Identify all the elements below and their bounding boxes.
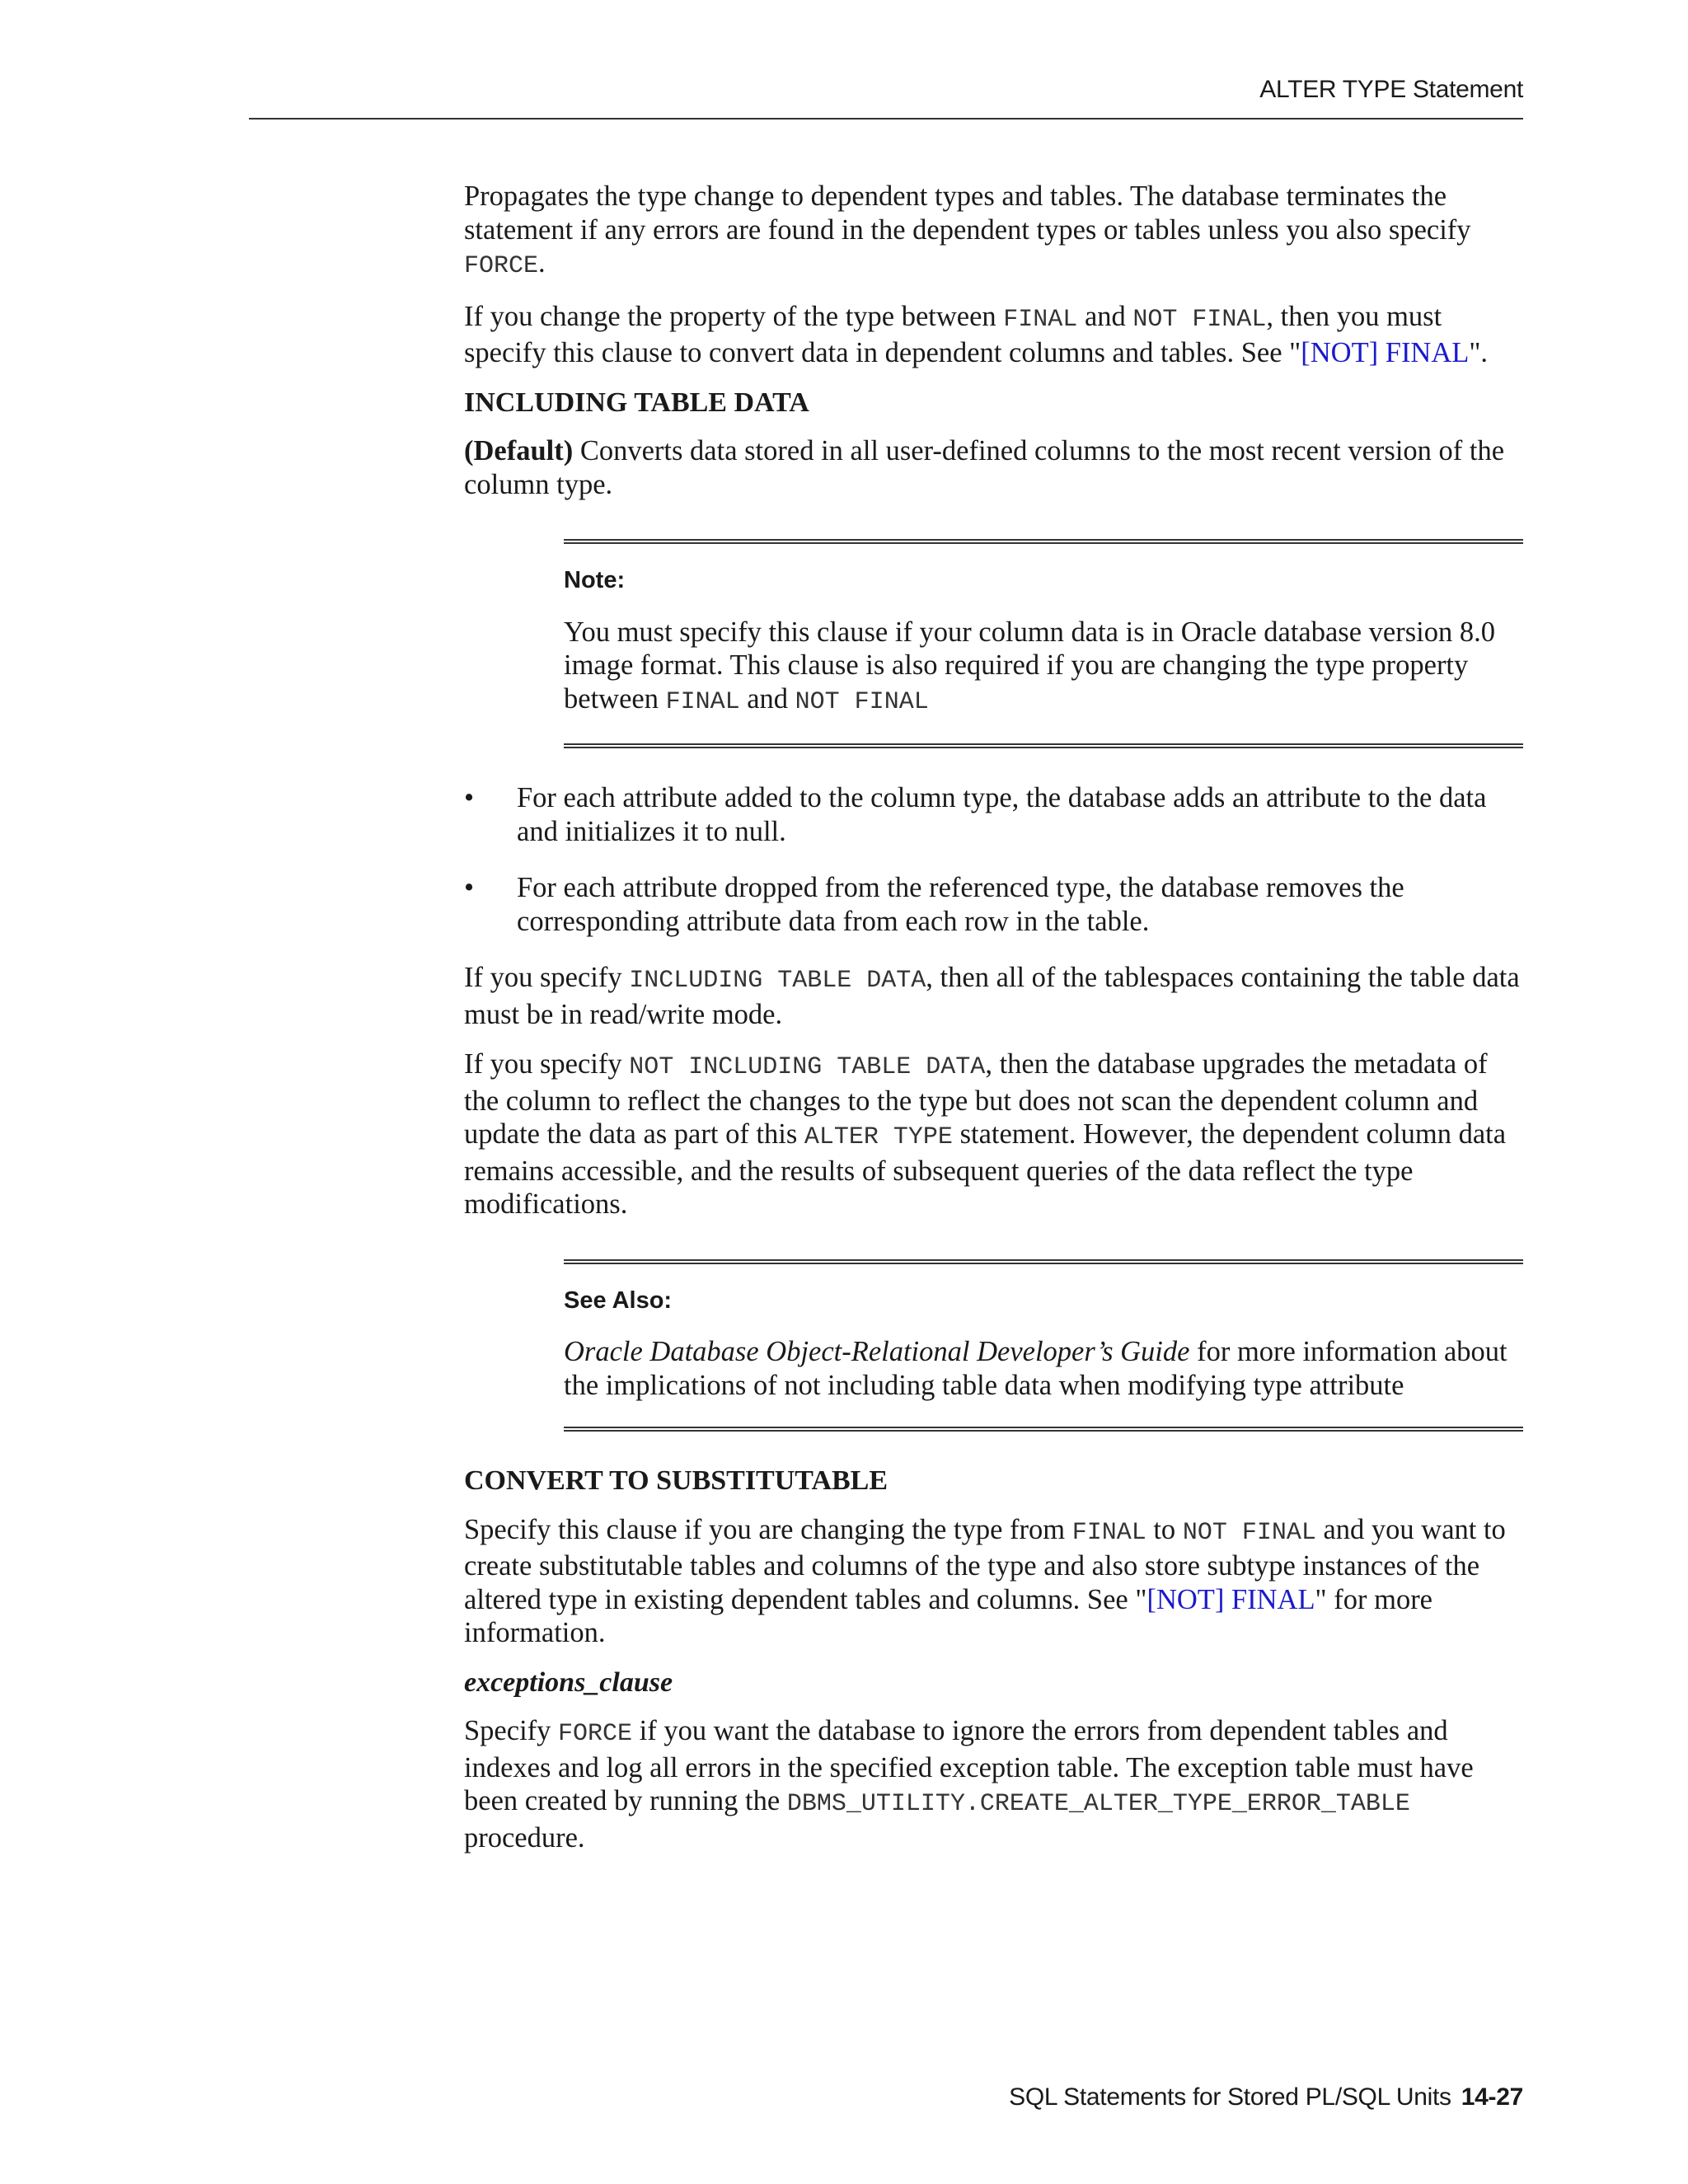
bullet-icon: •: [464, 782, 475, 813]
text: and: [1077, 300, 1133, 332]
code-not-final: NOT FINAL: [1182, 1518, 1316, 1547]
code-force: FORCE: [464, 252, 539, 280]
text: for more information about the implications of not including table data when modifying type attribute: [564, 1336, 1507, 1401]
heading-exceptions-clause: exceptions_clause: [464, 1666, 673, 1698]
note-body: [564, 616, 1523, 719]
code-not-final: NOT FINAL: [1132, 305, 1267, 334]
main-content: [464, 180, 1523, 1871]
paragraph-including-table-data: [464, 961, 1523, 1031]
text: If you specify: [464, 962, 630, 993]
text: .: [538, 247, 546, 279]
page-number: 14-27: [1461, 2083, 1523, 2111]
code-final: FINAL: [665, 687, 740, 716]
list-item-text: For each attribute added to the column type, the database adds an attribute to the data and initializes it to null.: [517, 782, 1487, 847]
heading-convert-to-substitutable: CONVERT TO SUBSTITUTABLE: [464, 1465, 889, 1496]
code-final: FINAL: [1071, 1518, 1146, 1547]
paragraph-convert-to-substitutable: [464, 1513, 1523, 1650]
footer-title: SQL Statements for Stored PL/SQL Units: [1009, 2083, 1451, 2111]
text: and you want to create substitutable tables and columns of the type and also store subtype instances of the altered type in existing dependent tables and columns. See ": [464, 1513, 1506, 1615]
paragraph-default: [464, 434, 1523, 501]
bullet-icon: •: [464, 872, 475, 903]
text: , then the database upgrades the metadata of the column to reflect the changes to the type but does not scan the dependent column and update the data as part of this: [464, 1048, 1488, 1150]
paragraph-propagates: [464, 180, 1523, 284]
guide-title: Oracle Database Object-Relational Developer’s Guide: [564, 1336, 1190, 1367]
code-final: FINAL: [1003, 305, 1078, 334]
paragraph-final-property: [464, 300, 1523, 370]
text: , then you must specify this clause to convert data in dependent columns and tables. See ": [464, 300, 1442, 368]
bullet-list: [464, 781, 1523, 938]
code-dbms-utility: DBMS_UTILITY.CREATE_ALTER_TYPE_ERROR_TABLE: [786, 1790, 1410, 1818]
code-not-final: NOT FINAL: [795, 687, 929, 716]
paragraph-not-including-table-data: [464, 1047, 1523, 1221]
text: Converts data stored in all user-defined columns to the most recent version of the column type.: [464, 435, 1505, 500]
link-not-final[interactable]: [NOT] FINAL: [1146, 1583, 1315, 1615]
text: , then all of the tablespaces containing the table data must be in read/write mode.: [464, 962, 1520, 1030]
code-alter-type: ALTER TYPE: [804, 1123, 953, 1151]
text: statement. However, the dependent column data remains accessible, and the results of subsequent queries of the data reflect the type modifications.: [464, 1118, 1507, 1220]
paragraph-exceptions-clause: [464, 1714, 1523, 1854]
code-including-table-data: INCLUDING TABLE DATA: [629, 967, 926, 995]
text: You must specify this clause if your column data is in Oracle database version 8.0 image format. This clause is also required if you are changing the type property between: [564, 616, 1495, 715]
list-item-text: For each attribute dropped from the referenced type, the database removes the corresponding attribute data from each row in the table.: [517, 872, 1404, 937]
see-also-body: [564, 1335, 1523, 1402]
list-item: [464, 781, 1523, 848]
see-also-box: [564, 1259, 1523, 1432]
text: Propagates the type change to dependent types and tables. The database terminates the statement if any errors are found in the dependent types or tables unless you also specify: [464, 180, 1471, 246]
text: and: [739, 682, 795, 715]
text: procedure.: [464, 1821, 585, 1854]
code-not-including-table-data: NOT INCLUDING TABLE DATA: [629, 1053, 986, 1081]
note-box: [564, 539, 1523, 748]
link-not-final[interactable]: [NOT] FINAL: [1301, 337, 1470, 368]
text: " for more information.: [464, 1583, 1432, 1648]
text: Specify this clause if you are changing the type from: [464, 1513, 1072, 1545]
default-label: (Default): [464, 435, 574, 466]
text: Specify: [464, 1715, 559, 1746]
note-label: Note:: [564, 567, 626, 593]
heading-including-table-data: INCLUDING TABLE DATA: [464, 387, 809, 418]
text: to: [1146, 1513, 1183, 1545]
text: If you change the property of the type between: [464, 300, 1004, 332]
header-rule: [249, 118, 1523, 120]
see-also-label: See Also:: [564, 1286, 673, 1314]
code-force: FORCE: [558, 1720, 633, 1748]
text: if you want the database to ignore the errors from dependent tables and indexes and log all errors in the specified exception table. The exception table must have been created by running the: [464, 1715, 1474, 1816]
list-item: [464, 871, 1523, 938]
running-header: ALTER TYPE Statement: [1259, 76, 1523, 103]
text: ".: [1469, 337, 1489, 368]
page-footer: [1009, 2083, 1523, 2111]
text: If you specify: [464, 1048, 630, 1080]
